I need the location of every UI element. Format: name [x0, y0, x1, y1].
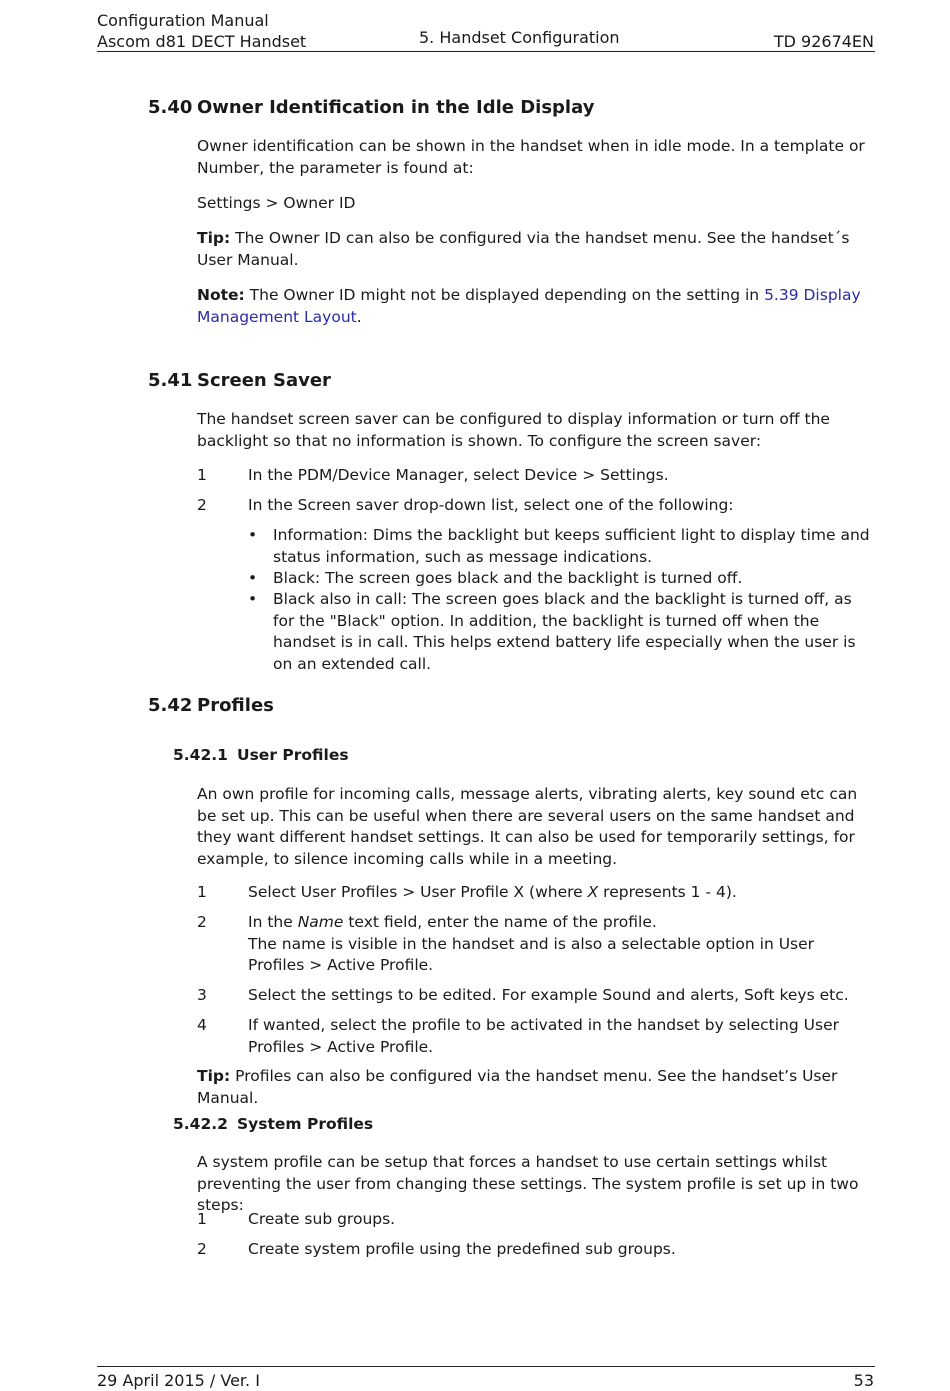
list-item — [197, 985, 875, 1007]
step-text-italic: X — [587, 883, 599, 901]
step-number: 1 — [197, 883, 207, 901]
subsection-number: 5.42.2 — [173, 1115, 228, 1133]
section-title: Screen Saver — [197, 370, 331, 391]
settings-path: Settings > Owner ID — [197, 194, 356, 212]
list-item — [197, 495, 875, 517]
step-text-part: represents 1 - 4). — [598, 883, 737, 901]
step-text-part: Select User Profiles > User Profile X (where — [248, 883, 588, 901]
step-text: Create sub groups. — [248, 1210, 396, 1228]
list-item — [197, 882, 875, 904]
step-text-part: text field, enter the name of the profile. — [343, 913, 657, 931]
tip-paragraph — [197, 228, 875, 271]
step-text: In the PDM/Device Manager, select Device > Settings. — [248, 466, 669, 484]
step-number: 4 — [197, 1016, 207, 1034]
paragraph: Owner identification can be shown in the handset when in idle mode. In a template or Number, the parameter is found at: — [197, 137, 865, 177]
step-text: Create system profile using the predefined sub groups. — [248, 1240, 676, 1258]
footer-date-version: 29 April 2015 / Ver. I — [97, 1371, 260, 1390]
step-number: 1 — [197, 1210, 207, 1228]
section-heading-5-40 — [148, 96, 594, 120]
bullet-icon: • — [248, 526, 258, 544]
manual-title: Configuration Manual — [97, 11, 269, 30]
bullet-text: Black: The screen goes black and the backlight is turned off. — [273, 569, 743, 587]
bullet-item — [248, 589, 875, 675]
bullet-text: Black also in call: The screen goes black and the backlight is turned off, as for the "Black" option. In addition, the backlight is turned off when the handset is in call. This helps extend battery life especially when the user is on an extended call. — [273, 590, 856, 673]
running-header-left — [97, 10, 306, 52]
paragraph: An own profile for incoming calls, message alerts, vibrating alerts, key sound etc can be set up. This can be useful when there are several users on the same handset and they want different handset settings. It can also be used for temporarily settings, for example, to silence incoming calls while in a meeting. — [197, 785, 858, 868]
subsection-heading-5-42-2 — [173, 1113, 373, 1135]
note-text: The Owner ID might not be displayed depending on the setting in — [244, 286, 765, 304]
section-title: Profiles — [197, 695, 274, 716]
section-heading-5-41 — [148, 369, 331, 393]
section-number: 5.42 — [148, 695, 193, 716]
step-text: If wanted, select the profile to be activated in the handset by selecting User Profiles > Active Profile. — [248, 1016, 839, 1056]
step-number: 1 — [197, 466, 207, 484]
tip-paragraph — [197, 1066, 875, 1109]
section-title: Owner Identification in the Idle Display — [197, 97, 595, 118]
tip-text: The Owner ID can also be configured via the handset menu. See the handset´s User Manual. — [197, 229, 850, 269]
cross-reference-link[interactable]: 5.39 Display Management Layout — [197, 286, 861, 326]
chapter-title: 5. Handset Configuration — [419, 28, 620, 47]
list-item — [197, 1015, 875, 1058]
list-item — [197, 1239, 875, 1261]
paragraph: The handset screen saver can be configured to display information or turn off the backlight so that no information is shown. To configure the screen saver: — [197, 410, 830, 450]
step-text-italic: Name — [297, 913, 344, 931]
step-text-part: The name is visible in the handset and is also a selectable option in User Profiles > Active Profile. — [248, 934, 815, 974]
page-number: 53 — [853, 1371, 874, 1390]
section-number: 5.41 — [148, 370, 193, 391]
subsection-number: 5.42.1 — [173, 746, 228, 764]
step-text: Select the settings to be edited. For example Sound and alerts, Soft keys etc. — [248, 986, 849, 1004]
bullet-item — [248, 568, 875, 590]
tip-text: Profiles can also be configured via the handset menu. See the handset’s User Manual. — [197, 1067, 838, 1107]
step-number: 2 — [197, 1240, 207, 1258]
subsection-title: System Profiles — [237, 1115, 374, 1133]
step-number: 2 — [197, 913, 207, 931]
bullet-icon: • — [248, 569, 258, 587]
bullet-icon: • — [248, 590, 258, 608]
note-paragraph — [197, 285, 875, 328]
tip-label: Tip: — [197, 229, 231, 247]
step-text: In the Screen saver drop-down list, select one of the following: — [248, 496, 734, 514]
list-item — [197, 1209, 875, 1231]
document-id: TD 92674EN — [773, 32, 874, 51]
list-item — [197, 912, 875, 977]
step-number: 3 — [197, 986, 207, 1004]
bullet-item — [248, 525, 875, 568]
paragraph: A system profile can be setup that forces a handset to use certain settings whilst preventing the user from changing these settings. The system profile is set up in two steps: — [197, 1153, 859, 1214]
subsection-title: User Profiles — [237, 746, 349, 764]
step-text — [248, 882, 875, 904]
footer-divider — [97, 1366, 875, 1367]
note-end: . — [356, 307, 362, 326]
section-number: 5.40 — [148, 97, 193, 118]
step-text — [248, 912, 875, 977]
tip-label: Tip: — [197, 1067, 231, 1085]
bullet-text: Information: Dims the backlight but keeps sufficient light to display time and status information, such as message indications. — [273, 526, 870, 566]
step-number: 2 — [197, 496, 207, 514]
section-heading-5-42 — [148, 694, 274, 718]
product-name: Ascom d81 DECT Handset — [97, 32, 307, 51]
subsection-heading-5-42-1 — [173, 744, 349, 766]
header-divider — [97, 51, 875, 52]
note-label: Note: — [197, 286, 245, 304]
list-item — [197, 465, 875, 487]
step-text-part: In the — [248, 913, 298, 931]
